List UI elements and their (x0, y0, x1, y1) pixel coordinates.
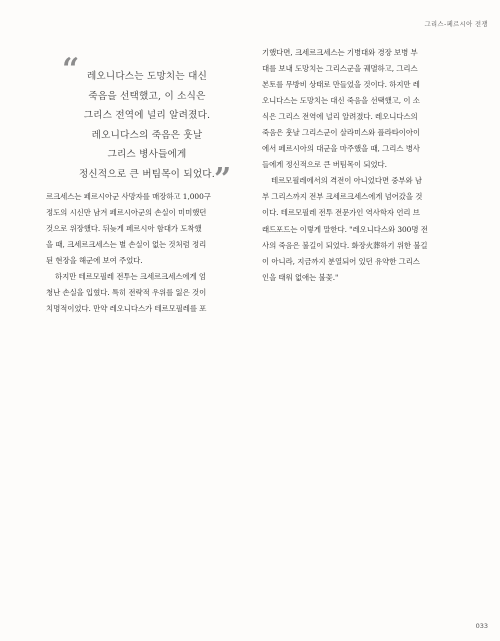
pull-quote-text (58, 67, 236, 184)
pull-quote-line: 죽음을 선택했고, 이 소식은 (88, 90, 206, 102)
pull-quote-line: 그리스 병사들에게 (107, 149, 187, 160)
text-line: 것으로 위장했다. 뒤늦게 페르시아 함대가 도착했 (46, 224, 202, 234)
text-line: 래드포드는 이렇게 말한다. "레오니다스와 300명 전 (262, 224, 428, 234)
text-line: 식은 그리스 전역에 널리 알려졌다. 레오니다스의 (262, 112, 418, 122)
text-line: 에서 페르시아의 대군을 마주했을 때, 그리스 병사 (262, 144, 420, 154)
text-line: 청난 손실을 입혔다. 특히 전략적 우위를 잃은 것이 (46, 288, 207, 298)
text-line: 부 그리스까지 전부 크세르크세스에게 넘어갔을 것 (262, 192, 423, 202)
text-line: 치명적이었다. 만약 레오니다스가 테르모필레를 포 (46, 304, 207, 314)
text-line: 인을 태워 없애는 불꽃." (262, 272, 339, 282)
text-line: 르크세스는 페르시아군 사망자를 매장하고 1,000구 (46, 192, 211, 201)
page-number: 033 (475, 622, 488, 630)
open-quote-mark: “ (62, 52, 80, 87)
pull-quote-line: 레오니다스의 죽음은 훗날 (91, 129, 203, 141)
pull-quote-line: 레오니다스는 도망치는 대신 (86, 71, 208, 82)
text-line: 죽음은 훗날 그리스군이 살라미스와 플라타이아이 (262, 128, 421, 138)
text-line: 이다. 테르모필레 전투 전문가인 역사학자 언리 브 (262, 208, 420, 218)
text-line: 사의 죽음은 불길이 되었다. 화장火葬하기 위한 불길 (262, 240, 428, 250)
text-line: 기했다면, 크세르크세스는 기병대와 경장 보병 부 (262, 48, 418, 57)
text-line: 본토를 무방비 상태로 만들었을 것이다. 하지만 레 (262, 80, 420, 90)
left-column (46, 189, 241, 317)
text-line: 대를 보내 도망치는 그리스군을 궤멸하고, 그리스 (262, 64, 418, 74)
running-head: 그리스-페르시아 전쟁 (424, 21, 488, 28)
text-line: 들에게 정신적으로 큰 버팀목이 되었다. (262, 160, 387, 170)
text-line: 이 아니라, 지금까지 분열되어 있던 유약한 그리스 (262, 256, 420, 266)
text-line: 된 현장을 해군에 보여 주었다. (46, 256, 143, 266)
text-line: 을 때, 크세르크세스는 별 손실이 없는 것처럼 정리 (46, 240, 207, 250)
pull-quote-line: 정신적으로 큰 버팀목이 되었다. (78, 168, 216, 180)
text-line: 테르모필레에서의 격전이 아니었다면 중부와 남 (271, 176, 422, 186)
text-line: 정도의 시신만 남겨 페르시아군의 손실이 미미했던 (46, 208, 207, 218)
close-quote-mark: ” (214, 162, 232, 197)
right-column (262, 45, 458, 286)
text-line: 하지만 테르모필레 전투는 크세르크세스에게 엄 (55, 272, 206, 282)
pull-quote-line: 그리스 전역에 널리 알려졌다. (83, 110, 211, 121)
text-line: 오니다스는 도망치는 대신 죽음을 선택했고, 이 소 (262, 96, 420, 106)
